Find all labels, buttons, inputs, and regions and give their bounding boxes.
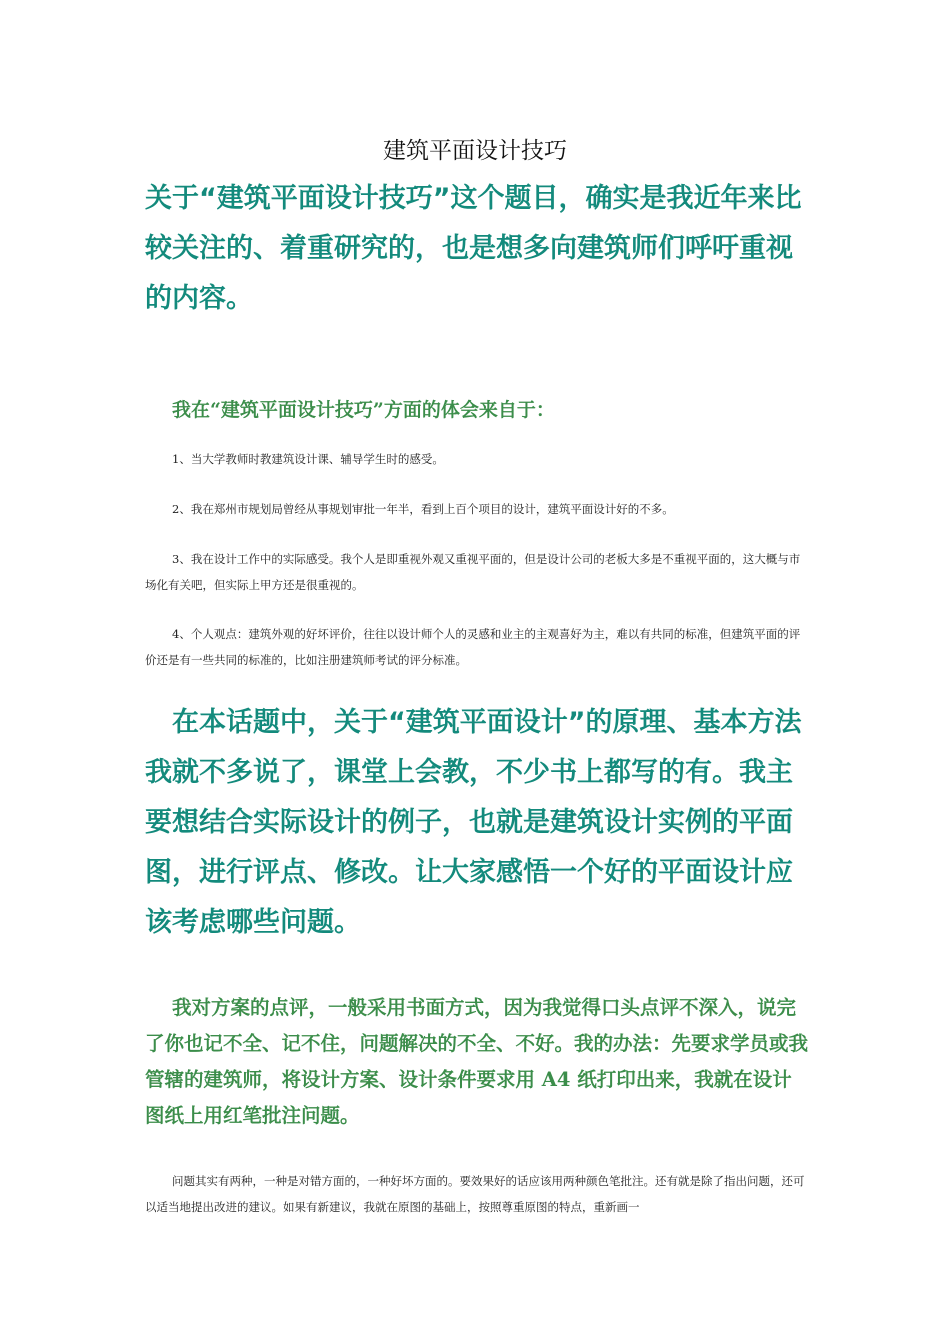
- topic-paragraph: 在本话题中，关于“建筑平面设计”的原理、基本方法我就不多说了，课堂上会教，不少书上都写的有。我主要想结合实际设计的例子，也就是建筑设计实例的平面图，进行评点、修改。让大家感悟一个好的平面设计应该考虑哪些问题。: [145, 707, 802, 938]
- problems-paragraph: 问题其实有两种，一种是对错方面的，一种好坏方面的。要效果好的话应该用两种颜色笔批注。还有就是除了指出问题，还可以适当地提出改进的建议。如果有新建议，我就在原图的基础上，按照尊重原图的特点，重新画一: [145, 1174, 805, 1214]
- list-item: 4、个人观点：建筑外观的好坏评价，往往以设计师个人的灵感和业主的主观喜好为主，难以有共同的标准，但建筑平面的评价还是有一些共同的标准的，比如注册建筑师考试的评分标准。: [145, 627, 801, 667]
- list-item: 3、我在设计工作中的实际感受。我个人是即重视外观又重视平面的，但是设计公司的老板大多是不重视平面的，这大概与市场化有关吧，但实际上甲方还是很重视的。: [145, 552, 801, 592]
- method-paragraph: 我对方案的点评，一般采用书面方式，因为我觉得口头点评不深入，说完了你也记不全、记不住，问题解决的不全、不好。我的办法：先要求学员或我管辖的建筑师，将设计方案、设计条件要求用 A4 纸打印出来，我就在设计图纸上用红笔批注问题。: [145, 996, 809, 1127]
- list-item: 2、我在郑州市规划局曾经从事规划审批一年半，看到上百个项目的设计，建筑平面设计好的不多。: [172, 502, 674, 516]
- list-item: 1、当大学教师时教建筑设计课、辅导学生时的感受。: [172, 452, 444, 466]
- sources-heading: 我在“建筑平面设计技巧”方面的体会来自于：: [172, 399, 555, 421]
- intro-paragraph: 关于“建筑平面设计技巧”这个题目，确实是我近年来比较关注的、着重研究的，也是想多向建筑师们呼吁重视的内容。: [145, 183, 802, 314]
- document-title: 建筑平面设计技巧: [383, 138, 567, 164]
